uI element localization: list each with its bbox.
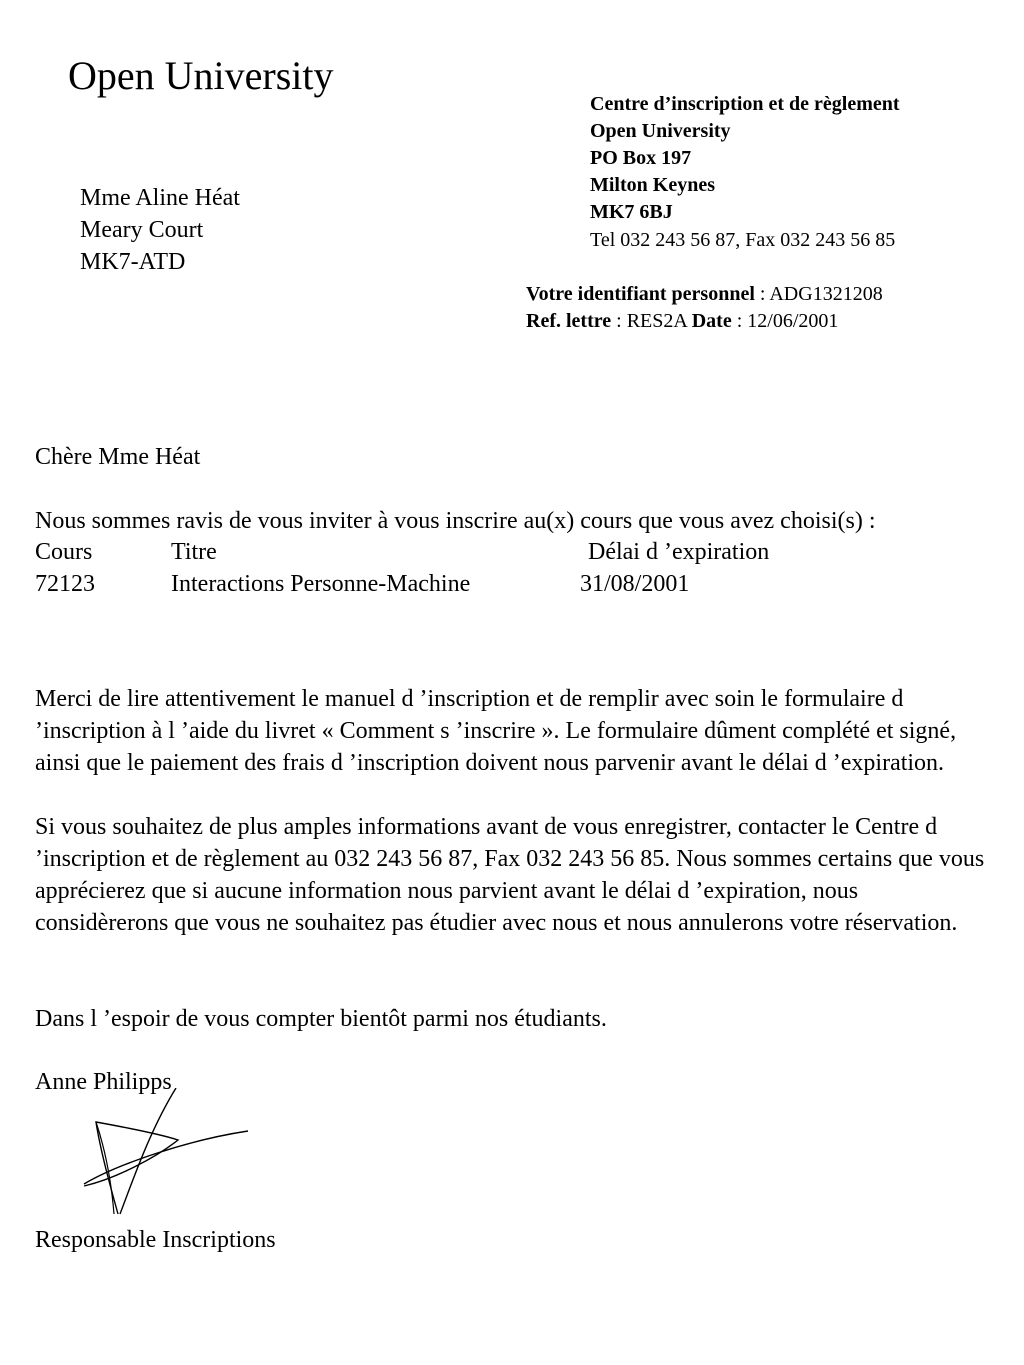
sender-postcode: MK7 6BJ — [590, 201, 673, 223]
university-logo-text: Open University — [68, 53, 334, 98]
course-header-title: Titre — [171, 539, 217, 565]
recipient-name: Mme Aline Héat — [80, 185, 240, 211]
personal-id-label: Votre identifiant personnel — [526, 283, 755, 305]
date-label: Date — [691, 310, 732, 332]
course-header-deadline: Délai d ’expiration — [588, 539, 770, 565]
sender-contact: Tel 032 243 56 87, Fax 032 243 56 85 — [590, 229, 896, 251]
recipient-postcode: MK7-ATD — [80, 249, 186, 275]
signer-title: Responsable Inscriptions — [35, 1227, 276, 1253]
information-paragraph: Si vous souhaitez de plus amples informations avant de vous enregistrer, contacter le Centre d ’inscription et de règlement au 032 243 56 87, Fax 032 243 56 85. Nous sommes certains que vous apprécierez que si aucune information nous parvient avant le délai d ’expiration, nous considèrerons que vous ne souhaitez pas étudier avec nous et nous annulerons votre réservation. — [35, 814, 985, 936]
sender-po-box: PO Box 197 — [590, 147, 692, 169]
intro-text: Nous sommes ravis de vous inviter à vous inscrire au(x) cours que vous avez choisi(s) : — [35, 508, 876, 534]
personal-id-line — [526, 281, 883, 308]
course-title: Interactions Personne-Machine — [171, 571, 471, 597]
letter-ref-label: Ref. lettre — [526, 310, 612, 332]
course-code: 72123 — [35, 571, 95, 597]
personal-id-value: : ADG1321208 — [754, 283, 883, 305]
sender-organization: Open University — [590, 120, 731, 142]
letter-ref-value: : RES2A — [611, 310, 692, 332]
closing-line: Dans l ’espoir de vous compter bientôt parmi nos étudiants. — [35, 1006, 607, 1032]
letter-ref-line — [526, 308, 838, 335]
handwritten-signature — [78, 1088, 258, 1218]
sender-department: Centre d’inscription et de règlement — [590, 93, 900, 115]
date-value: : 12/06/2001 — [731, 310, 839, 332]
recipient-street: Meary Court — [80, 217, 204, 243]
course-deadline: 31/08/2001 — [580, 571, 690, 597]
course-header-code: Cours — [35, 539, 93, 565]
sender-city: Milton Keynes — [590, 174, 715, 196]
salutation: Chère Mme Héat — [35, 444, 201, 470]
signer-name: Anne Philipps — [35, 1069, 172, 1095]
instructions-paragraph: Merci de lire attentivement le manuel d ’inscription et de remplir avec soin le formulaire d ’inscription à l ’aide du livret « Comment s ’inscrire ». Le formulaire dûment complété et signé, ainsi que le paiement des frais d ’inscription doivent nous parvenir avant le délai d ’expiration. — [35, 686, 957, 776]
